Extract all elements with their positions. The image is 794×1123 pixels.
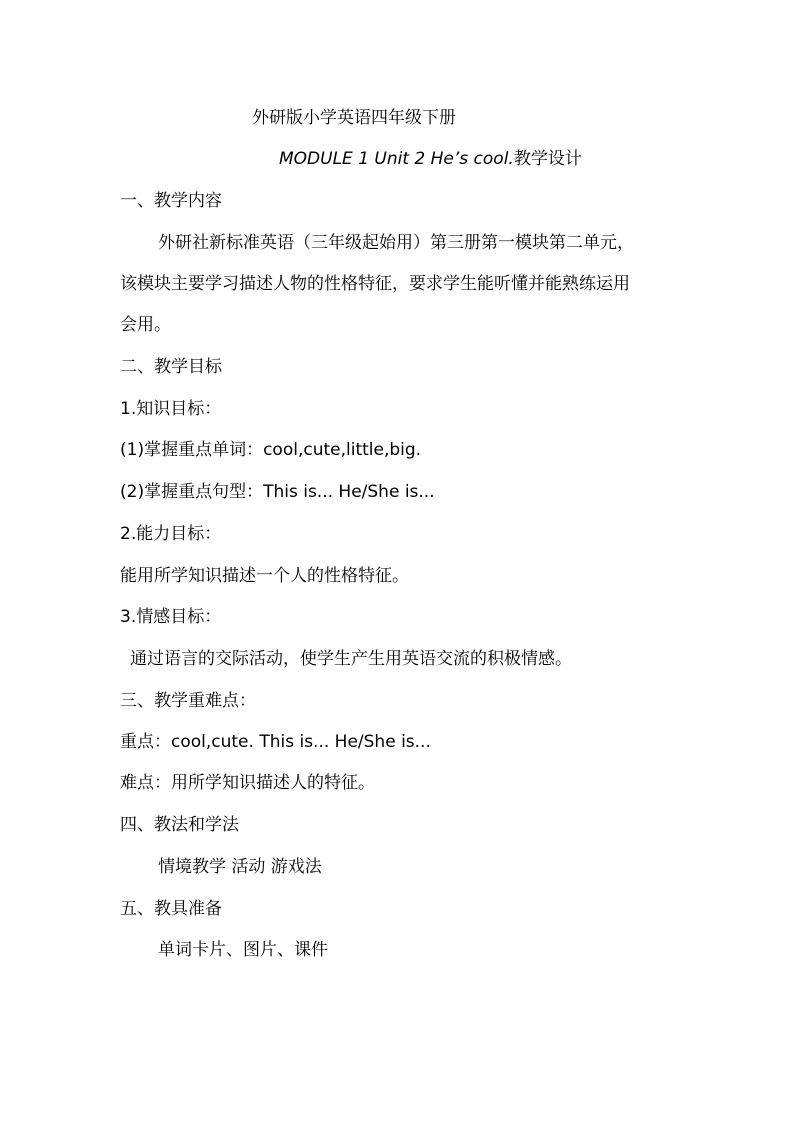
subtitle-english: MODULE 1 Unit 2 He’s cool. xyxy=(279,149,514,169)
section1-heading: 一、教学内容 xyxy=(120,191,222,211)
section4-heading: 四、教法和学法 xyxy=(120,815,239,835)
section1-paragraph-line2: 该模块主要学习描述人物的性格特征，要求学生能听懂并能熟练运用 xyxy=(120,274,630,294)
document-subtitle xyxy=(279,147,582,171)
section4-text: 情境教学 活动 游戏法 xyxy=(158,857,322,877)
goal1-heading: 1.知识目标： xyxy=(120,399,222,419)
difficult-point: 难点：用所学知识描述人的特征。 xyxy=(120,773,375,793)
goal3-text: 通过语言的交际活动，使学生产生用英语交流的积极情感。 xyxy=(130,649,572,669)
goal3-heading: 3.情感目标： xyxy=(120,607,222,627)
goal1-item2: (2)掌握重点句型：This is... He/She is... xyxy=(120,482,435,502)
key-point: 重点：cool,cute. This is... He/She is... xyxy=(120,732,431,752)
goal2-heading: 2.能力目标： xyxy=(120,524,222,544)
goal1-item1: (1)掌握重点单词：cool,cute,little,big. xyxy=(120,440,422,460)
section5-text: 单词卡片、图片、课件 xyxy=(158,940,328,960)
section3-heading: 三、教学重难点： xyxy=(120,691,256,711)
section1-paragraph-line3: 会用。 xyxy=(120,315,171,335)
document-title: 外研版小学英语四年级下册 xyxy=(252,108,456,128)
section5-heading: 五、教具准备 xyxy=(120,899,222,919)
subtitle-chinese: 教学设计 xyxy=(513,149,582,169)
goal2-text: 能用所学知识描述一个人的性格特征。 xyxy=(120,566,409,586)
section1-paragraph-line1: 外研社新标准英语（三年级起始用）第三册第一模块第二单元， xyxy=(158,233,634,253)
section2-heading: 二、教学目标 xyxy=(120,357,222,377)
